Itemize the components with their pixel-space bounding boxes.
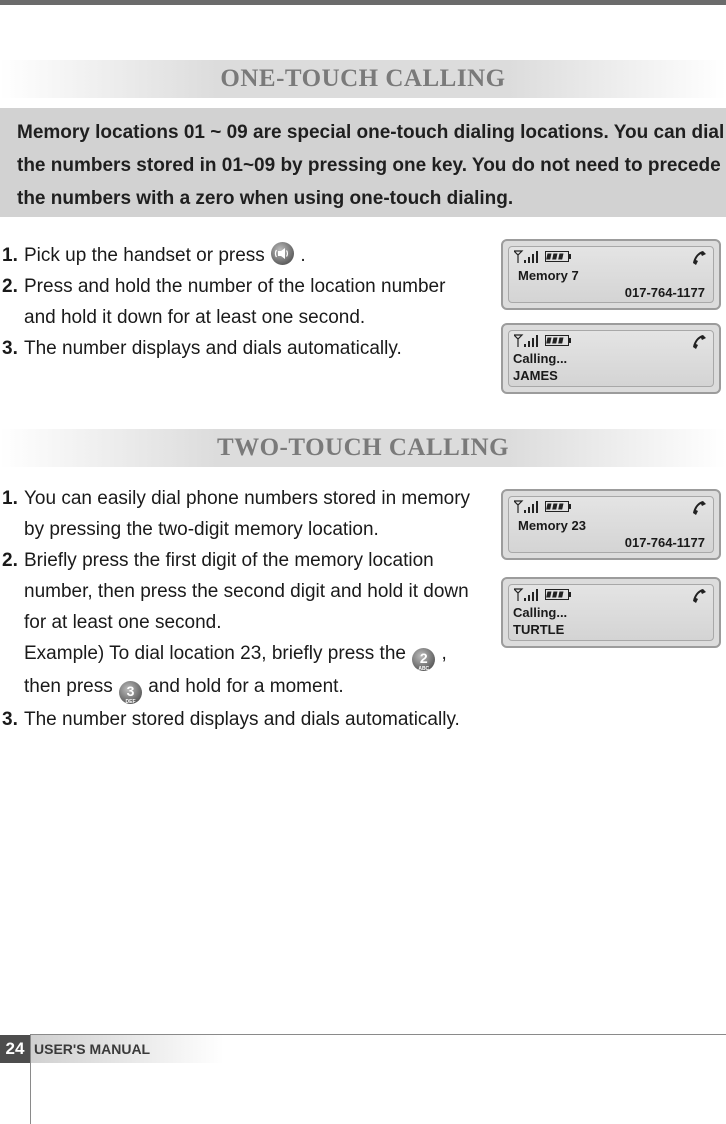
signal-icon: [514, 250, 540, 263]
step-text: .: [300, 245, 306, 266]
two-touch-steps: [0, 483, 480, 735]
battery-icon: [545, 501, 571, 512]
lcd-line-1: Memory 7: [518, 268, 579, 283]
phone-handset-icon: [689, 333, 707, 351]
top-rule: [0, 0, 726, 5]
battery-icon: [545, 335, 571, 346]
lcd-screen-calling: [501, 577, 721, 648]
step-line: Briefly press the first digit of the memory location: [24, 550, 434, 571]
two-touch-title: TWO-TOUCH CALLING: [0, 429, 726, 467]
step: [0, 545, 480, 704]
step-line: number, then press the second digit and hold it down: [24, 581, 469, 602]
step-line: The number displays and dials automatically.: [24, 338, 402, 359]
key-digit: 3: [126, 683, 135, 699]
step-text: Pick up the handset or press: [24, 245, 265, 266]
signal-icon: [514, 588, 540, 601]
example-text: ,: [441, 643, 447, 664]
phone-handset-icon: [689, 587, 707, 605]
lcd-screen-memory: [501, 239, 721, 310]
step-line: You can easily dial phone numbers stored in memory: [24, 488, 471, 509]
speaker-key-icon: [271, 242, 294, 265]
step: [0, 704, 480, 735]
phone-handset-icon: [689, 499, 707, 517]
step: [0, 333, 480, 364]
battery-icon: [545, 251, 571, 262]
step-line: The number stored displays and dials automatically.: [24, 709, 460, 730]
intro-box: [0, 108, 726, 217]
lcd-line-2: JAMES: [513, 368, 558, 383]
step-number: 3.: [2, 709, 18, 730]
page-number: 24: [0, 1035, 30, 1063]
key-letters: ABC: [418, 666, 430, 672]
step-line: by pressing the two-digit memory location.: [24, 519, 379, 540]
intro-line: the numbers stored in 01~09 by pressing one key. You do not need to precede: [17, 155, 721, 176]
key-letters: DEF: [125, 699, 136, 705]
key-digit: 2: [419, 650, 428, 666]
footer-label: USER'S MANUAL: [31, 1035, 224, 1063]
example-text: then press: [24, 676, 113, 697]
step: [0, 240, 480, 271]
step-line: Press and hold the number of the location number: [24, 276, 446, 297]
lcd-screen-memory: [501, 489, 721, 560]
intro-line: Memory locations 01 ~ 09 are special one-touch dialing locations. You can dial: [17, 122, 725, 143]
step-line: and hold it down for at least one second.: [24, 307, 366, 328]
example-text: Example) To dial location 23, briefly press the: [24, 643, 406, 664]
step-number: 1.: [2, 245, 18, 266]
signal-icon: [514, 500, 540, 513]
step-number: 2.: [2, 276, 18, 297]
step-line: for at least one second.: [24, 612, 222, 633]
step: [0, 483, 480, 545]
one-touch-steps: [0, 240, 480, 364]
lcd-line-2: TURTLE: [513, 622, 565, 637]
step-line: [24, 240, 480, 271]
step-number: 2.: [2, 550, 18, 571]
lcd-line-2: 017-764-1177: [624, 535, 705, 550]
step: [0, 271, 480, 333]
one-touch-title: ONE-TOUCH CALLING: [0, 60, 726, 98]
key-2-icon: [412, 648, 435, 671]
phone-handset-icon: [689, 249, 707, 267]
example-line: [24, 638, 480, 671]
lcd-line-1: Calling...: [513, 605, 568, 620]
step-number: 3.: [2, 338, 18, 359]
battery-icon: [545, 589, 571, 600]
intro-line: the numbers with a zero when using one-touch dialing.: [17, 188, 514, 209]
example-text: and hold for a moment.: [148, 676, 344, 697]
step-number: 1.: [2, 488, 18, 509]
lcd-line-1: Calling...: [513, 351, 568, 366]
signal-icon: [514, 334, 540, 347]
example-line: [24, 671, 480, 704]
key-3-icon: [119, 681, 142, 704]
lcd-line-1: Memory 23: [518, 518, 586, 533]
lcd-line-2: 017-764-1177: [624, 285, 705, 300]
lcd-screen-calling: [501, 323, 721, 394]
